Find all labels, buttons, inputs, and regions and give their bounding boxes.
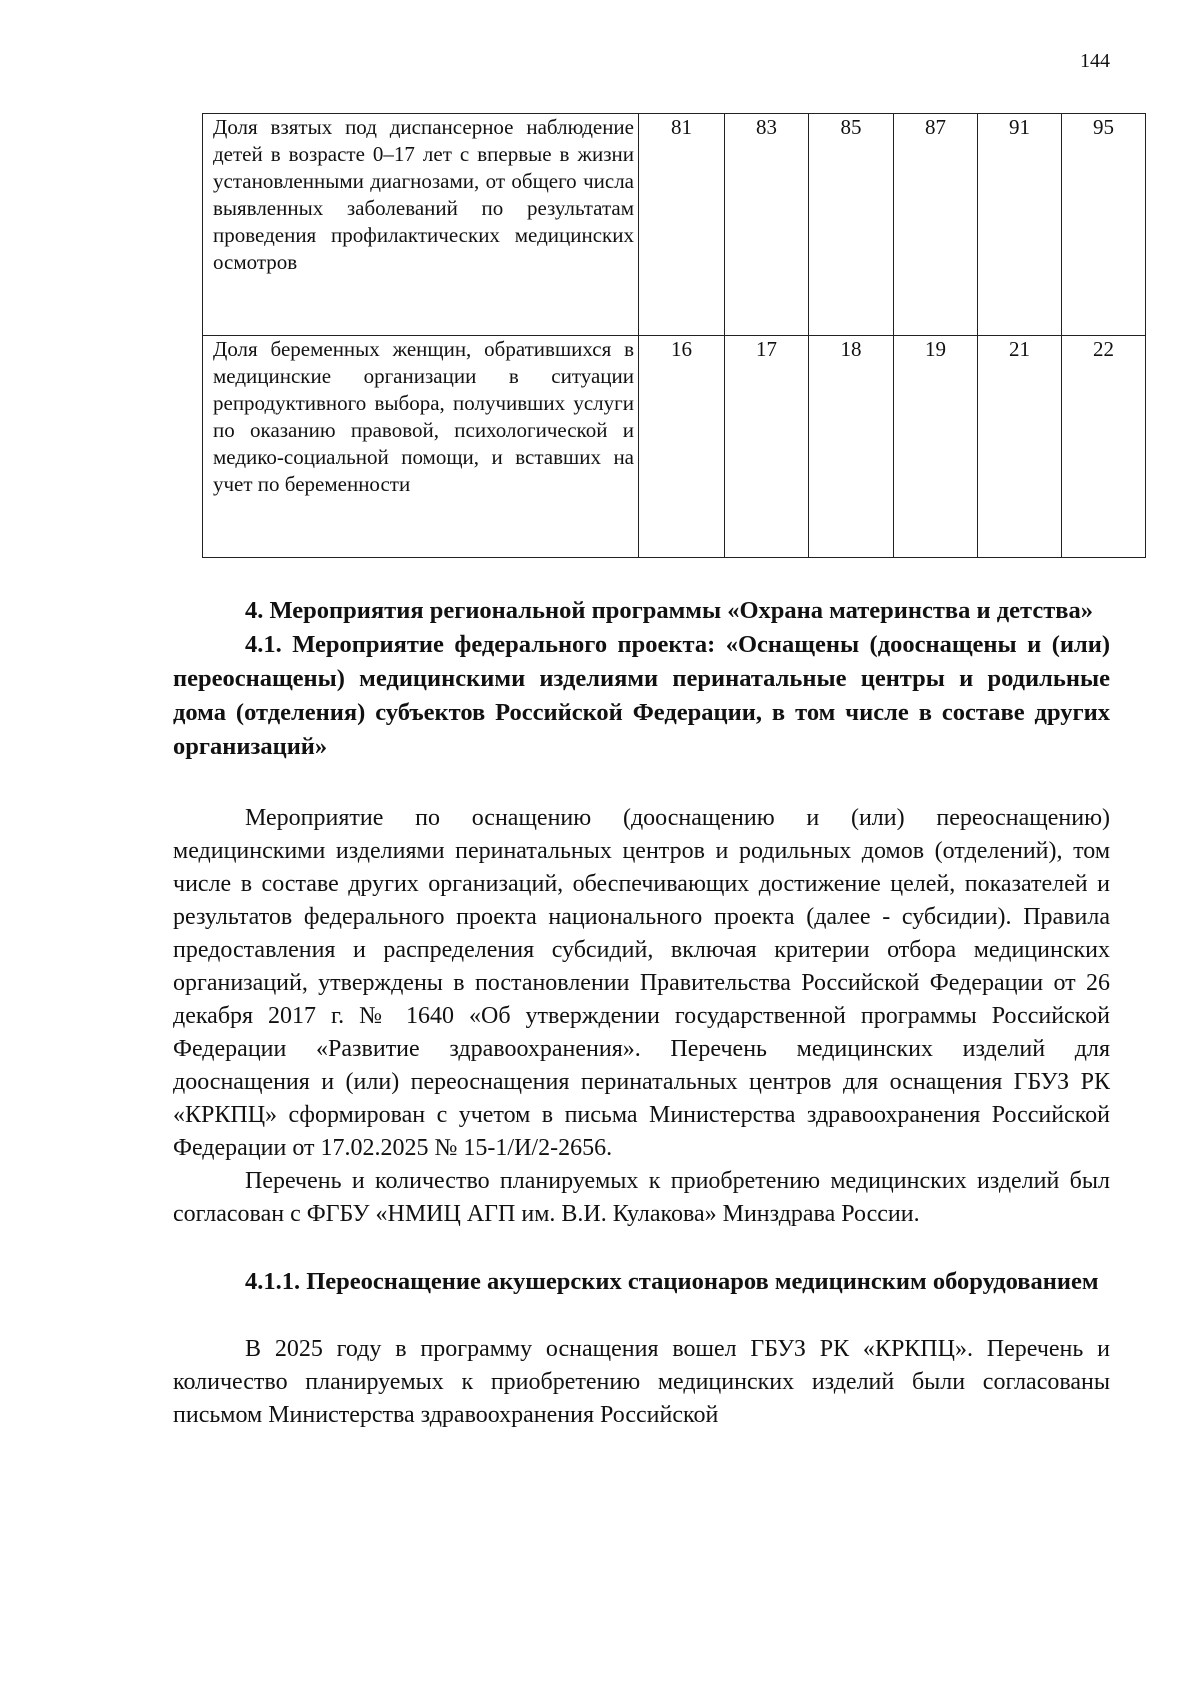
indicator-value: 95 <box>1062 114 1146 336</box>
indicator-value: 85 <box>809 114 894 336</box>
indicator-name: Доля беременных женщин, обратившихся в медицинские организации в ситуации репродуктивного выбора, получивших услуги по оказанию правовой, психологической и медико-социальной помощи, и вставших на учет по беременности <box>203 336 639 558</box>
indicator-name: Доля взятых под диспансерное наблюдение детей в возрасте 0–17 лет с впервые в жизни установленными диагнозами, от общего числа выявленных заболеваний по результатам проведения профилактических медицинских осмотров <box>203 114 639 336</box>
indicator-value: 18 <box>809 336 894 558</box>
table-row <box>203 114 1146 336</box>
indicator-value: 81 <box>639 114 725 336</box>
section-4-heading: 4. Мероприятия региональной программы «Охрана материнства и детства» <box>245 597 1094 624</box>
indicators-table <box>202 113 1146 558</box>
indicator-value: 22 <box>1062 336 1146 558</box>
document-body <box>173 594 1110 1432</box>
indicator-value: 21 <box>978 336 1062 558</box>
indicator-value: 87 <box>894 114 978 336</box>
indicator-value: 83 <box>725 114 809 336</box>
indicator-value: 16 <box>639 336 725 558</box>
indicator-value: 91 <box>978 114 1062 336</box>
section-4-1-1-paragraph-1: В 2025 году в программу оснащения вошел ГБУЗ РК «КРКПЦ». Перечень и количество планируемых к приобретению медицинских изделий были согласованы письмом Министерства здравоохранения Российской <box>173 1336 1110 1428</box>
page-number: 144 <box>1080 50 1110 72</box>
section-4-1-paragraph-2: Перечень и количество планируемых к приобретению медицинских изделий был согласован с ФГБУ «НМИЦ АГП им. В.И. Кулакова» Минздрава России. <box>173 1168 1110 1227</box>
section-4-1-1-heading: 4.1.1. Переоснащение акушерских стационаров медицинским оборудованием <box>245 1268 1099 1295</box>
indicator-value: 17 <box>725 336 809 558</box>
section-4-1-paragraph-1: Мероприятие по оснащению (дооснащению и (или) переоснащению) медицинскими изделиями перинатальных центров и родильных домов (отделений), том числе в составе других организаций, обеспечивающих достижение целей, показателей и результатов федерального проекта национального проекта (далее - субсидии). Правила предоставления и распределения субсидий, включая критерии отбора медицинских организаций, утверждены в постановлении Правительства Российской Федерации от 26 декабря 2017 г. № 1640 «Об утверждении государственной программы Российской Федерации «Развитие здравоохранения». Перечень медицинских изделий для дооснащения и (или) переоснащения перинатальных центров для оснащения ГБУЗ РК «КРКПЦ» сформирован с учетом в письма Министерства здравоохранения Российской Федерации от 17.02.2025 № 15-1/И/2-2656. <box>173 805 1110 1161</box>
indicator-value: 19 <box>894 336 978 558</box>
section-4-1-heading: 4.1. Мероприятие федерального проекта: «Оснащены (дооснащены и (или) переоснащены) медицинскими изделиями перинатальные центры и родильные дома (отделения) субъектов Российской Федерации, в том числе в составе других организаций» <box>173 631 1110 760</box>
table-row <box>203 336 1146 558</box>
